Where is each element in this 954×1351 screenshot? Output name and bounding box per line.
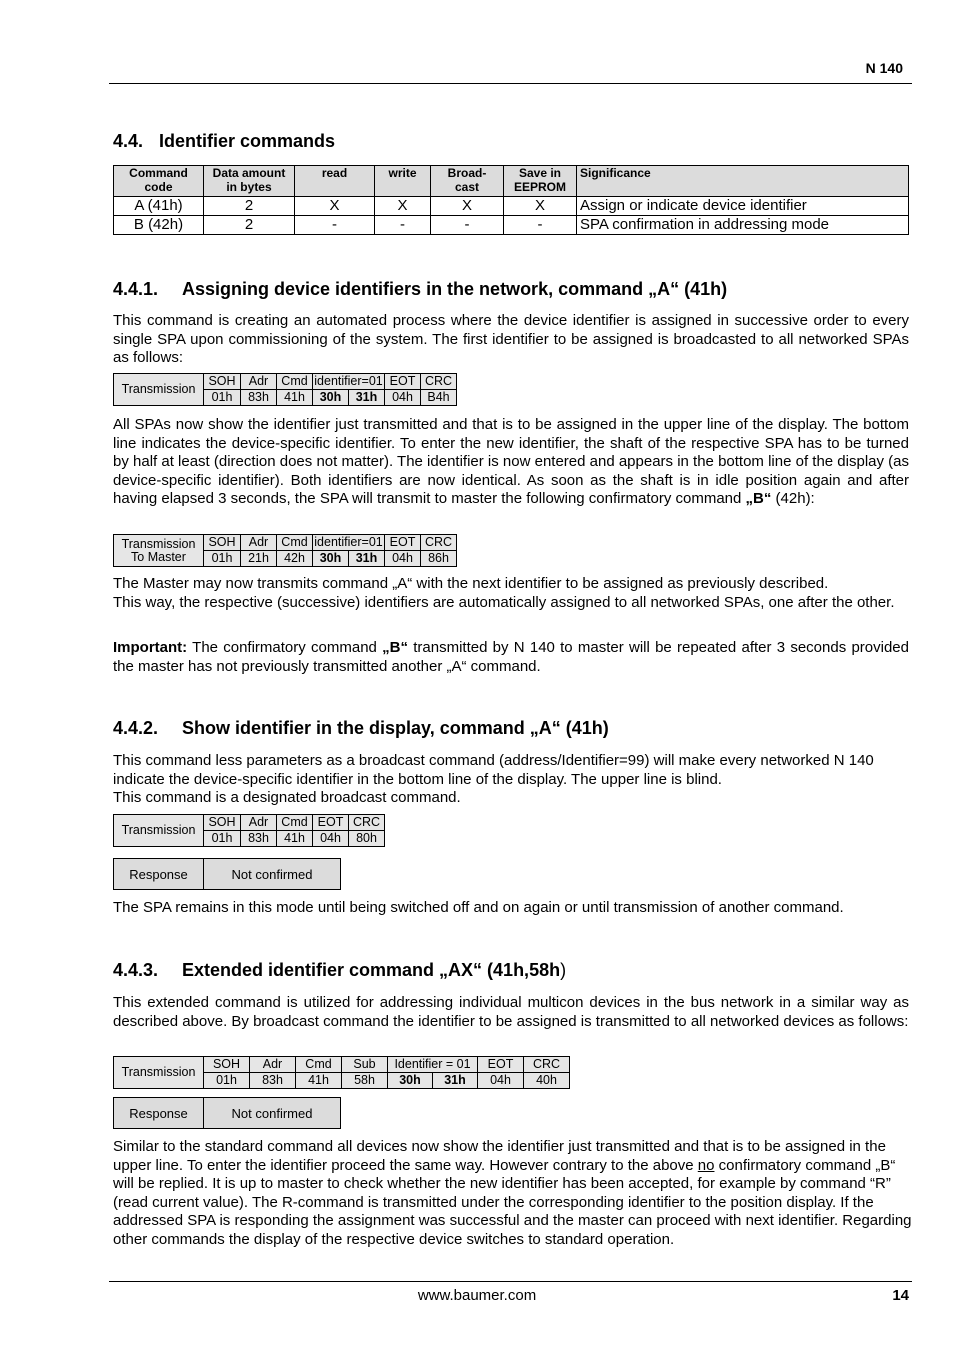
frame-value: 31h [349,390,385,406]
frame-value: 40h [524,1073,570,1089]
response-box [113,1097,341,1129]
section-number: 4.4. [113,131,144,151]
table-cell: X [431,197,504,216]
frame-field: Cmd [296,1057,342,1073]
frame-field: Sub [342,1057,388,1073]
frame-value: 83h [241,390,277,406]
frame-field: CRC [421,535,457,551]
frame-field: EOT [478,1057,524,1073]
frame-field: Cmd [277,815,313,831]
table-header-cell: write [375,166,431,197]
paragraph: The SPA remains in this mode until being switched off and on again or until transmission of another command. [113,899,844,916]
paragraph: This command is creating an automated process where the device identifier is assigned in successive order to every single SPA upon commissioning of the system. The first identifier to be assigned is broadcasted to all networked SPAs as follows: [113,312,909,366]
frame-value: 58h [342,1073,388,1089]
frame-label: Transmission [114,374,204,406]
frame-value: 01h [204,831,241,847]
table-header-cell: Broad- cast [431,166,504,197]
paragraph: Similar to the standard command all devices now show the identifier just transmitted and that is to be assigned in the upper line. To enter the identifier proceed the same way. However contrary to the above no confirmatory command „B“ will be replied. It is up to master to check whether the new identifier has been accepted, for example by command “R” (read current value). The R-command is transmitted under the corresponding identifier to the position display. If the addressed SPA is responding the assignment was successful and the master can proceed with next identifier. Regarding other commands the display of the respective device switches to standard operation. [113,1138,912,1248]
table-header-cell: Command code [114,166,204,197]
table-header-row [114,166,909,197]
paragraph: This extended command is utilized for addressing individual multicon devices in the bus network in a similar way as described above. By broadcast command the identifier to be assigned is transmitted to all networked devices as follows: [113,994,909,1030]
table-cell: - [295,216,375,235]
frame-value: 42h [277,551,313,567]
frame-value: 31h [433,1073,478,1089]
frame-value: 01h [204,390,241,406]
table-row [114,197,909,216]
frame-field: Adr [241,535,277,551]
frame-field: Identifier = 01 [388,1057,478,1073]
frame-field: CRC [524,1057,570,1073]
table-cell: B (42h) [114,216,204,235]
response-value: Not confirmed [204,1098,341,1129]
table-cell: A (41h) [114,197,204,216]
subsection-title: Show identifier in the display, command „A“ (41h) [182,718,609,738]
frame-field: SOH [204,815,241,831]
frame-field: identifier=01 [314,535,383,549]
frame-value: 01h [204,551,241,567]
table-cell: 2 [204,216,295,235]
section-title: Identifier commands [159,131,336,151]
table-header-cell: Save in EEPROM [504,166,577,197]
frame-value: 30h [313,551,349,567]
frame-field: EOT [313,815,349,831]
subsection-number: 4.4.1. [113,279,159,299]
frame-label: Transmission [114,1057,204,1089]
frame-field: Adr [241,374,277,390]
frame-field: CRC [349,815,385,831]
frame-field: Adr [250,1057,296,1073]
transmission-frame-to-master [113,534,457,567]
table-cell: X [504,197,577,216]
extended-transmission-frame [113,1056,570,1089]
frame-field: SOH [204,535,241,551]
response-value: Not confirmed [204,859,341,890]
frame-value: 86h [421,551,457,567]
frame-value: 30h [388,1073,433,1089]
table-cell: X [375,197,431,216]
subsection-heading-441 [113,279,727,300]
table-header-cell: read [295,166,375,197]
table-row [114,216,909,235]
header-rule [109,83,912,84]
footer-url-link[interactable]: www.baumer.com [417,1287,537,1304]
frame-value: 41h [277,831,313,847]
table-header-cell: Data amount in bytes [204,166,295,197]
frame-value: 04h [313,831,349,847]
subsection-title: Extended identifier command „AX“ (41h,58h [182,960,561,980]
frame-value: 80h [349,831,385,847]
table-cell: - [504,216,577,235]
paragraph: All SPAs now show the identifier just transmitted and that is to be assigned in the upper line of the display. The bottom line indicates the device-specific identifier. To enter the new identifier, the shaft of the respective SPA has to be turned by half at least (direction does not matter). The identifier is now entered and appears in the bottom line of the display (as device-specific identifier). Both identifiers are now identical. As soon as the shaft is in idle position again and after having elapsed 3 seconds, the SPA will transmit to master the following confirmatory command „B“ (42h): [113,416,910,507]
frame-field: Cmd [277,374,313,390]
frame-label: Transmission To Master [114,535,204,567]
frame-field: CRC [421,374,457,390]
frame-value: 04h [478,1073,524,1089]
frame-value: 31h [349,551,385,567]
paragraph: The Master may now transmits command „A“ with the next identifier to be assigned as previously described. This way, the respective (successive) identifiers are automatically assigned to all networked SPAs, one after the other. [113,575,895,611]
table-cell: SPA confirmation in addressing mode [577,216,909,235]
section-heading [113,131,335,152]
table-cell: - [431,216,504,235]
frame-label: Transmission [114,815,204,847]
frame-value: 41h [296,1073,342,1089]
frame-field: EOT [385,374,421,390]
frame-value: 04h [385,551,421,567]
frame-field: SOH [204,374,241,390]
important-note: Important: The confirmatory command „B“ transmitted by N 140 to master will be repeated after 3 seconds provided the master has not previously transmitted another „A“ command. [113,639,909,675]
frame-value: 01h [204,1073,250,1089]
frame-value: 41h [277,390,313,406]
page-number: 14 [892,1287,909,1304]
frame-value: 21h [241,551,277,567]
frame-field: EOT [385,535,421,551]
table-cell: X [295,197,375,216]
subsection-number: 4.4.3. [113,960,159,980]
frame-field: identifier=01 [314,374,383,388]
footer-rule [109,1281,912,1282]
frame-value: 83h [241,831,277,847]
transmission-frame [113,373,457,406]
document-id: N 140 [865,60,903,76]
subsection-title: Assigning device identifiers in the network, command „A“ (41h) [182,279,728,299]
identifier-commands-table [113,165,909,235]
frame-field: SOH [204,1057,250,1073]
subsection-heading-443: 4.4.3. Extended identifier command „AX“ (41h,58h) [113,960,567,980]
response-box [113,858,341,890]
subsection-heading-442 [113,718,609,739]
table-cell: Assign or indicate device identifier [577,197,909,216]
table-cell: 2 [204,197,295,216]
table-header-cell: Significance [577,166,909,197]
frame-field: Cmd [277,535,313,551]
transmission-frame [113,814,385,847]
table-cell: - [375,216,431,235]
paragraph: This command less parameters as a broadcast command (address/Identifier=99) will make every networked N 140 indicate the device-specific identifier in the bottom line of the display. The upper line is blind. This command is a designated broadcast command. [113,752,874,806]
frame-value: 83h [250,1073,296,1089]
frame-value: 30h [313,390,349,406]
frame-field: Adr [241,815,277,831]
response-label: Response [114,859,204,890]
frame-value: B4h [421,390,457,406]
response-label: Response [114,1098,204,1129]
subsection-number: 4.4.2. [113,718,159,738]
frame-value: 04h [385,390,421,406]
